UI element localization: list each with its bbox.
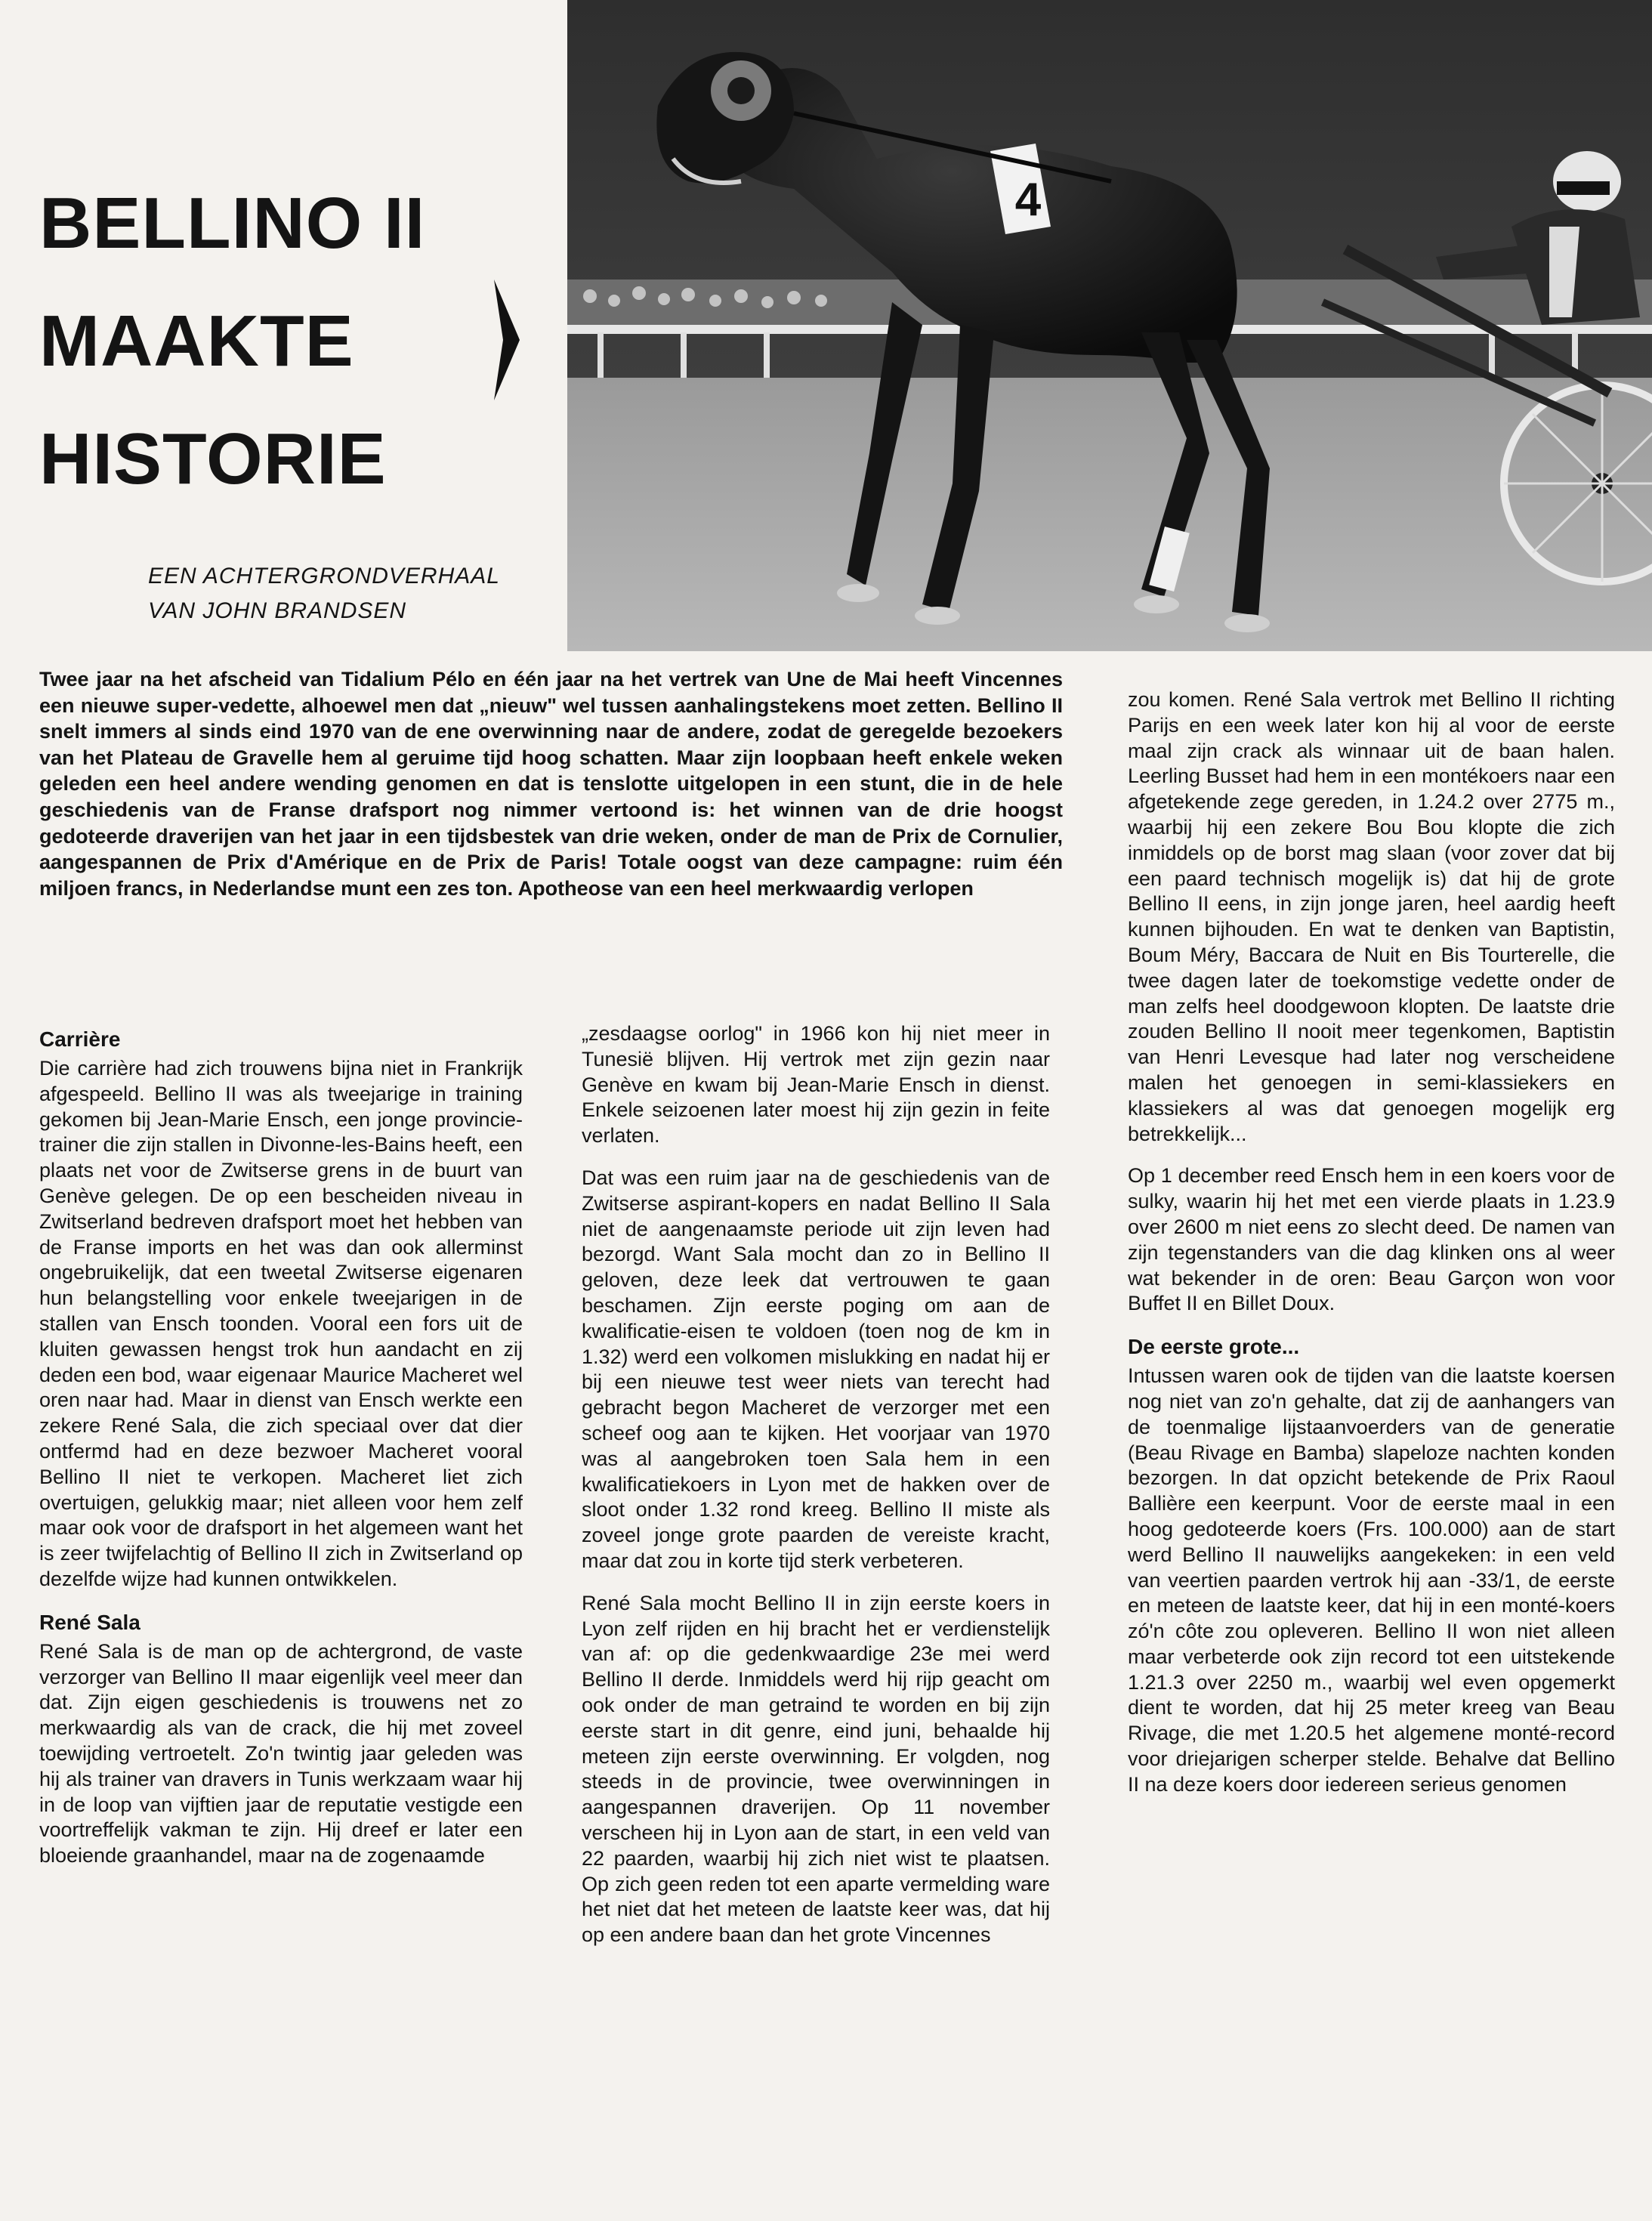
body-paragraph: „zesdaagse oorlog" in 1966 kon hij niet meer in Tunesië blijven. Hij vertrok met zijn gezin naar Genève en kwam bij Jean-Marie Ensch in dienst. Enkele seizoenen later moest hij zijn gezin in feite verlaten. bbox=[582, 1022, 1050, 1148]
harness-racing-photo bbox=[567, 0, 1652, 651]
body-paragraph: René Sala mocht Bellino II in zijn eerste koers in Lyon zelf rijden en hij bracht het er verdienstelijk van af: op die gedenkwaardige 23e mei werd Bellino II derde. Inmiddels werd hij rijp geacht om ook onder de man getraind te worden en bij zijn eerste start in dit genre, eind juni, behaalde hij meteen zijn eerste overwinning. Er volgden, nog steeds in de provincie, twee overwinningen in aangespannen draverijen. Op 11 november verscheen hij in Lyon aan de start, in een veld van 22 paarden, waarbij hij zich niet wist te plaatsen. Op zich geen reden tot een aparte vermelding ware het niet dat het meteen de laatste keer was, dat hij op een andere baan dan het grote Vincennes bbox=[582, 1591, 1050, 1947]
byline bbox=[148, 559, 571, 629]
body-paragraph: Die carrière had zich trouwens bijna niet in Frankrijk afgespeeld. Bellino II was als tweejarige in training gekomen bij Jean-Marie Ensch, een jonge provincie-trainer die zijn stallen in Divonne-les-Bains heeft, een plaats net voor de Zwitserse grens in de buurt van Genève gelegen. De op een bescheiden niveau in Zwitserland bedreven drafsport moet het hebben van de Franse imports en het was dan ook allerminst ongebruikelijk, dat een tweetal Zwitserse eigenaren hun belangstelling voor enkele tweejarigen in de stallen van Ensch toonden. Vooral een fors uit de kluiten gewassen hengst trok hun aandacht en zij deden een bod, waar eigenaar Maurice Macheret wel oren naar had. Maar in dienst van Ensch werkte een zekere René Sala, die zich speciaal over dat dier ontfermd had en deze bezwoer Macheret vooral Bellino II niet te verkopen. Macheret liet zich overtuigen, gelukkig maar; niet alleen voor hem zelf maar ook voor de drafsport in het algemeen want het is zeer twijfelachtig of Bellino II zich in Zwitserland op dezelfde wijze had kunnen ontwikkelen. bbox=[39, 1057, 523, 1590]
headline-line: HISTORIE bbox=[39, 419, 387, 499]
body-paragraph: zou komen. René Sala vertrok met Bellino II richting Parijs en een week later kon hij al voor de eerste maal zijn crack als winnaar uit de baan halen. Leerling Busset had hem in een montékoers naar een afgetekende zege gereden, in 1.24.2 over 2775 m., waarbij hij een zekere Bou Bou klopte die zich inmiddels op de borst mag slaan (voor zover dat bij een paard technisch mogelijk is) dat hij de grote Bellino II eens, in zijn jonge jaren, heel aardig heeft kunnen bijhouden. En wat te denken van Baptistin, Boum Méry, Baccara de Nuit en Bis Tourterelle, die twee dagen later de toekomstige vedette onder de man zelfs heel doodgewoon klopten. De laatste drie zouden Bellino II nooit meer tegenkomen, Baptistin van Henri Levesque had later nog verscheidene malen het genoegen in semi-klassiekers en klassiekers al was dat genoegen mogelijk erg betrekkelijk... bbox=[1128, 688, 1615, 1145]
body-paragraph: Intussen waren ook de tijden van die laatste koersen nog niet van zo'n gehalte, dat zij de aanhangers van de toenmalige lijstaanvoerders van de generatie (Beau Rivage en Bamba) slapeloze nachten konden bezorgen. In dat opzicht betekende de Prix Raoul Ballière een keerpunt. Voor de eerste maal in een hoog gedoteerde koers (Frs. 100.000) aan de start werd Bellino II nauwelijks aangekeken: in een veld van veertien paarden vertrok hij aan -33/1, de eerste en meteen de laatste keer, dat hij in een monté-koers zó'n côte zou opleveren. Bellino II won niet alleen maar verbeterde ook zijn record tot een uitstekende 1.21.3 over 2250 m., waarbij wel even opgemerkt dient te worden, dat hij 25 meter kreeg van Beau Rivage, die met 1.20.5 het algemene monté-record voor driejarigen scherper stelde. Behalve dat Bellino II na deze koers door iedereen serieus genomen bbox=[1128, 1364, 1615, 1796]
subheading: René Sala bbox=[39, 1610, 140, 1634]
saddle-number: 4 bbox=[1014, 174, 1042, 226]
headline-line: BELLINO II bbox=[39, 183, 426, 264]
body-paragraph: Dat was een ruim jaar na de geschiedenis van de Zwitserse aspirant-kopers en nadat Bellino II Sala niet de aangenaamste periode uit zijn leven had bezorgd. Want Sala mocht dan zo in Bellino II geloven, deze leek dat vertrouwen te gaan beschamen. Zijn eerste poging om aan de kwalificatie-eisen te voldoen (toen nog de km in 1.32) werd een volkomen mislukking en nadat hij er bij een nieuwe test weer niets van terecht had gebracht begon Macheret de verzorger met een scheef oog aan te kijken. Het voorjaar van 1970 was al aangebroken toen Sala hem in een kwalificatiekoers in Lyon met de hakken over de sloot onder 1.32 rond kreeg. Bellino II miste als zoveel jonge grote paarden de vereiste kracht, maar dat zou in korte tijd sterk verbeteren. bbox=[582, 1166, 1050, 1572]
lead-paragraph: Twee jaar na het afscheid van Tidalium Pélo en één jaar na het vertrek van Une de Mai heeft Vincennes een nieuwe super-vedette, alhoewel men dat „nieuw" wel tussen aanhalingstekens moet zetten. Bellino II snelt immers al sinds eind 1970 van de ene overwinning naar de andere, zodat de geregelde bezoekers van het Plateau de Gravelle hem al geruime tijd hoog schatten. Maar zijn loopbaan heeft enkele weken geleden een heel andere wending genomen en dat is tenslotte uitgelopen in een stunt, die in de hele geschiedenis van de Franse drafsport nog nimmer vertoond is: het winnen van de drie hoogst gedoteerde draverijen van het jaar in een tijdsbestek van drie weken, onder de man de Prix de Cornulier, aangespannen de Prix d'Amérique en de Prix de Paris! Totale oogst van deze campagne: ruim één miljoen francs, in Nederlandse munt een zes ton. Apotheose van een heel merkwaardig verlopen bbox=[39, 668, 1063, 900]
body-paragraph: René Sala is de man op de achtergrond, de vaste verzorger van Bellino II maar eigenlijk veel meer dan dat. Zijn eigen geschiedenis is trouwens net zo merkwaardig als van de crack, die hij met zoveel toewijding vertroetelt. Zo'n twintig jaar geleden was hij als trainer van dravers in Tunis werkzaam waar hij in de loop van vijftien jaar de reputatie vestigde een voortreffelijk vakman te zijn. Hij dreef er later een bloeiende graanhandel, maar na de zogenaamde bbox=[39, 1639, 523, 1867]
byline-line: EEN ACHTERGRONDVERHAAL bbox=[148, 564, 500, 588]
body-paragraph: Op 1 december reed Ensch hem in een koers voor de sulky, waarin hij het met een vierde plaats in 1.23.9 over 2600 m niet eens zo slecht deed. De namen van zijn tegenstanders van die dag klinken ons al weer wat bekender in de oren: Beau Garçon won voor Buffet II en Billet Doux. bbox=[1128, 1164, 1615, 1315]
headline-line: MAAKTE bbox=[39, 301, 354, 381]
headline bbox=[39, 165, 493, 518]
text-column-3 bbox=[1128, 687, 1615, 2215]
subheading: Carrière bbox=[39, 1027, 121, 1051]
text-column-2 bbox=[582, 1021, 1050, 2215]
subheading: De eerste grote... bbox=[1128, 1335, 1300, 1359]
byline-line: VAN JOHN BRANDSEN bbox=[148, 598, 407, 623]
text-column-1 bbox=[39, 1021, 523, 2215]
arrow-icon bbox=[493, 280, 521, 400]
